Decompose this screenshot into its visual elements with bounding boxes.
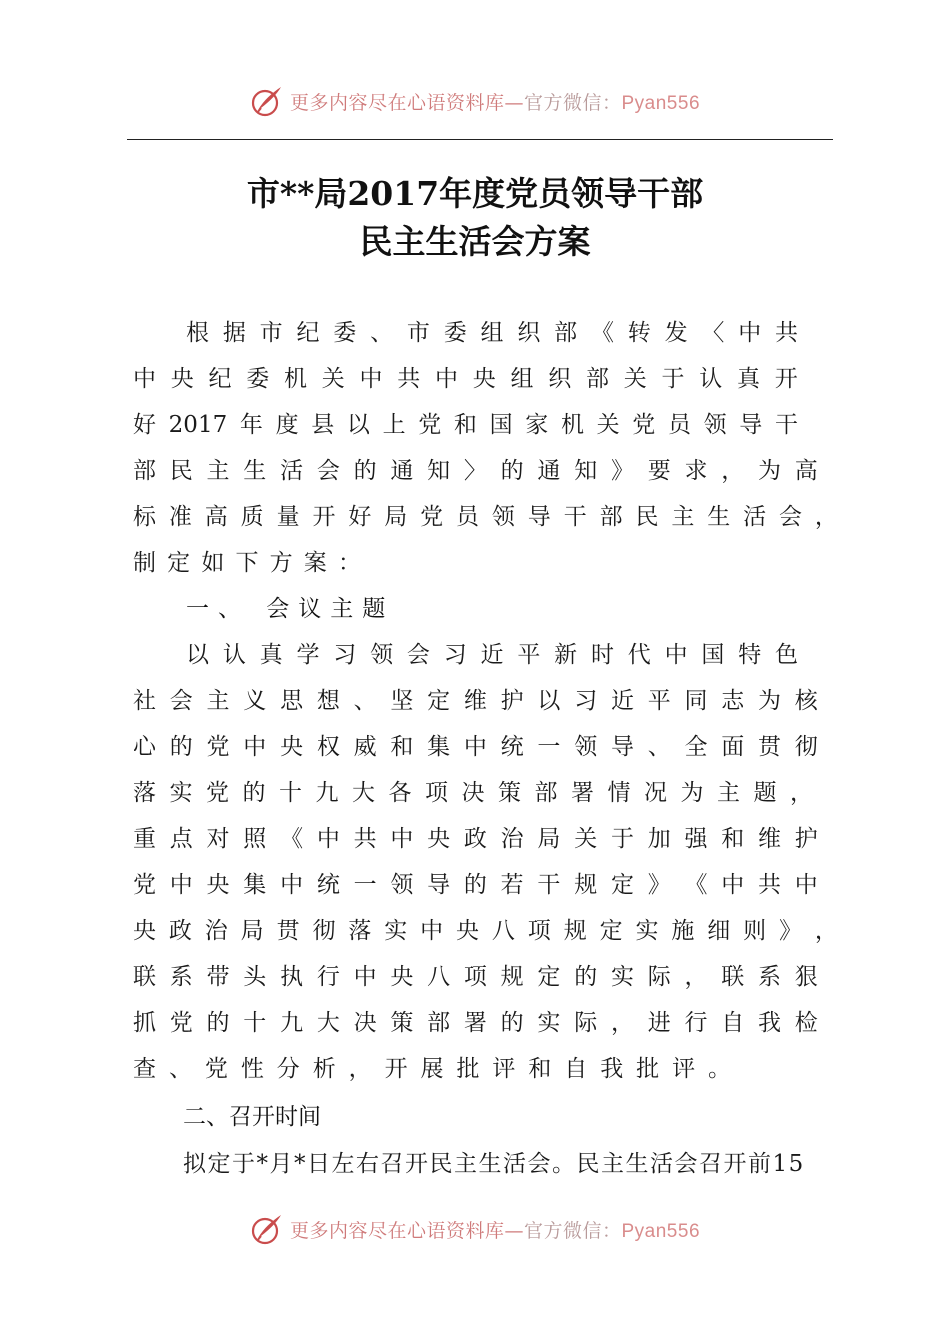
header-divider xyxy=(127,139,833,140)
intro-line: 好 2017 年 度 县 以 上 党 和 国 家 机 关 党 员 领 导 干 xyxy=(133,412,798,438)
paragraph-line: 社 会 主 义 思 想 、 坚 定 维 护 以 习 近 平 同 志 为 核 xyxy=(133,688,818,714)
paragraph-line: 落 实 党 的 十 九 大 各 项 决 策 部 署 情 况 为 主 题 ， xyxy=(133,780,813,806)
watermark-text: 更多内容尽在心语资料库 xyxy=(289,1219,505,1242)
header-watermark xyxy=(0,84,950,124)
paragraph-line: 拟定于*月*日左右召开民主生活会。民主生活会召开前15 xyxy=(183,1151,805,1177)
section-heading-meeting-time: 二、召开时间 xyxy=(183,1104,321,1130)
intro-line: 部 民 主 生 活 会 的 通 知 〉 的 通 知 》 要 求 ， 为 高 xyxy=(133,458,818,484)
watermark-dash: — xyxy=(504,91,524,114)
watermark-wechat-id: Pyan556 xyxy=(621,92,701,114)
section-heading-meeting-theme: 一、 会议主题 xyxy=(186,596,395,622)
intro-line: 根 据 市 纪 委 、 市 委 组 织 部 《 转 发 〈 中 共 xyxy=(186,320,798,346)
paragraph-line: 央 政 治 局 贯 彻 落 实 中 央 八 项 规 定 实 施 细 则 》 ， xyxy=(133,918,838,944)
watermark-wechat-label: 官方微信： xyxy=(523,1219,622,1242)
paragraph-line: 查 、 党 性 分 析 ， 开 展 批 评 和 自 我 批 评 。 xyxy=(133,1056,731,1082)
quill-logo-icon xyxy=(250,1212,284,1246)
watermark-wechat-label: 官方微信： xyxy=(523,91,622,114)
intro-line: 标 准 高 质 量 开 好 局 党 员 领 导 干 部 民 主 生 活 会 ， xyxy=(133,504,838,530)
intro-line: 中 央 纪 委 机 关 中 共 中 央 组 织 部 关 于 认 真 开 xyxy=(133,366,798,392)
watermark-wechat-id: Pyan556 xyxy=(621,1220,701,1242)
watermark-text: 更多内容尽在心语资料库 xyxy=(289,91,505,114)
intro-line: 制 定 如 下 方 案 ： xyxy=(133,550,361,576)
quill-logo-icon xyxy=(250,84,284,118)
footer-watermark xyxy=(0,1212,950,1252)
paragraph-line: 重 点 对 照 《 中 共 中 央 政 治 局 关 于 加 强 和 维 护 xyxy=(133,826,818,852)
document-title-line1: 市**局2017年度党员领导干部 xyxy=(246,174,704,213)
paragraph-line: 心 的 党 中 央 权 威 和 集 中 统 一 领 导 、 全 面 贯 彻 xyxy=(133,734,818,760)
paragraph-line: 以 认 真 学 习 领 会 习 近 平 新 时 代 中 国 特 色 xyxy=(186,642,798,668)
paragraph-line: 抓 党 的 十 九 大 决 策 部 署 的 实 际 ， 进 行 自 我 检 xyxy=(133,1010,818,1036)
paragraph-line: 联 系 带 头 执 行 中 央 八 项 规 定 的 实 际 ， 联 系 狠 xyxy=(133,964,818,990)
paragraph-line: 党 中 央 集 中 统 一 领 导 的 若 干 规 定 》 《 中 共 中 xyxy=(133,872,818,898)
watermark-dash: — xyxy=(504,1219,524,1242)
document-title-line2: 民主生活会方案 xyxy=(359,222,591,261)
